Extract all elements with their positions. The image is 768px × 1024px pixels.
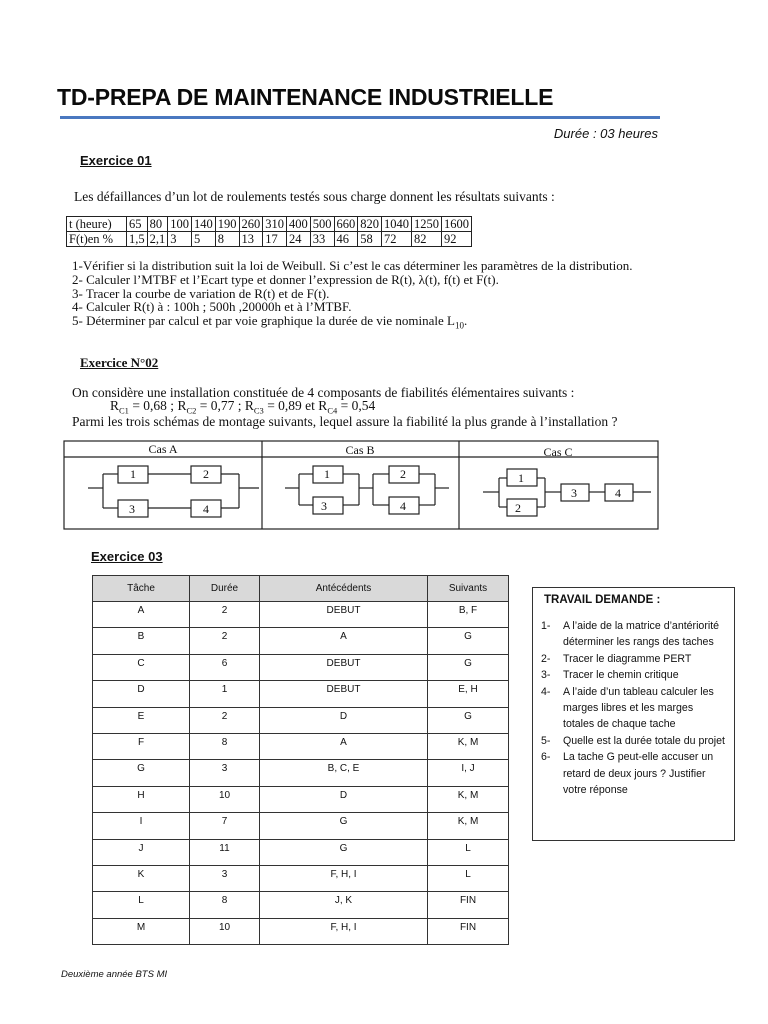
- case-c-label: Cas C: [543, 445, 573, 459]
- component-block: [507, 499, 537, 516]
- work-item-number: 6-: [541, 751, 551, 764]
- predecessors-cell: DEBUT: [260, 602, 428, 628]
- table-row: [93, 654, 509, 680]
- predecessors-cell: F, H, I: [260, 865, 428, 891]
- duration-cell: 8: [190, 733, 260, 759]
- failure-cell: 8: [215, 232, 239, 247]
- table-row: [93, 760, 509, 786]
- component-label: 1: [324, 467, 330, 481]
- work-item-number: 3-: [541, 669, 551, 682]
- time-cell: 80: [147, 217, 168, 232]
- duration-label: Durée : 03 heures: [553, 126, 658, 141]
- failure-cell: 17: [263, 232, 287, 247]
- reliability-symbol: R: [177, 398, 187, 413]
- failure-cell: 33: [310, 232, 334, 247]
- component-label: 2: [400, 467, 406, 481]
- duration-cell: 7: [190, 813, 260, 839]
- task-cell: G: [93, 760, 190, 786]
- exercise1-question-3: 3- Tracer la courbe de variation de R(t) et de F(t).: [72, 285, 330, 301]
- predecessors-cell: B, C, E: [260, 760, 428, 786]
- failure-cell: 92: [442, 232, 472, 247]
- component-label: 1: [130, 467, 136, 481]
- time-cell: 310: [263, 217, 287, 232]
- component-label: 1: [518, 471, 524, 485]
- time-cell: 820: [358, 217, 382, 232]
- duration-cell: 10: [190, 918, 260, 944]
- reliability-value: = 0,77 ;: [196, 398, 245, 413]
- task-cell: I: [93, 813, 190, 839]
- exercise1-question-1: 1-Vérifier si la distribution suit la loi de Weibull. Si c’est le cas déterminer les paramètres de la distribution.: [72, 258, 633, 273]
- reliability-value: = 0,68 ;: [128, 398, 178, 413]
- failure-cell: 13: [239, 232, 263, 247]
- time-cell: 1040: [382, 217, 412, 232]
- work-required-title: TRAVAIL DEMANDE :: [544, 594, 661, 606]
- failure-cell: 46: [334, 232, 358, 247]
- time-row-label: t (heure): [67, 217, 127, 232]
- question-5-subscript: 10: [454, 320, 464, 331]
- failure-cell: 24: [287, 232, 311, 247]
- table-row: [93, 733, 509, 759]
- exercise1-question-5: [72, 314, 632, 333]
- work-item-text: Tracer le chemin critique: [563, 669, 679, 682]
- task-cell: K: [93, 865, 190, 891]
- work-item: [541, 733, 726, 749]
- component-label: 2: [203, 467, 209, 481]
- component-label: 4: [615, 486, 621, 500]
- failure-cell: 72: [382, 232, 412, 247]
- question-5-end: .: [463, 313, 468, 329]
- reliability-subscript: C1: [119, 405, 129, 416]
- component-label: 2: [515, 501, 521, 515]
- reliability-subscript: C4: [327, 405, 338, 416]
- work-item-number: 2-: [541, 652, 551, 665]
- predecessors-cell: G: [260, 813, 428, 839]
- exercise2-question: Parmi les trois schémas de montage suivants, lequel assure la fiabilité la plus grande à l’installation ?: [72, 414, 618, 429]
- work-item: [541, 749, 726, 798]
- task-cell: F: [93, 733, 190, 759]
- page-title: TD-PREPA DE MAINTENANCE INDUSTRIELLE: [57, 84, 554, 110]
- column-header: Antécédents: [260, 576, 428, 602]
- failure-row-label: F(t)en %: [67, 232, 127, 247]
- successors-cell: L: [428, 865, 509, 891]
- task-cell: H: [93, 786, 190, 812]
- duration-cell: 2: [190, 707, 260, 733]
- work-item-number: 1-: [541, 620, 551, 632]
- work-item-number: 4-: [541, 685, 551, 698]
- successors-cell: I, J: [428, 760, 509, 786]
- failure-cell: 58: [358, 232, 382, 247]
- task-cell: L: [93, 892, 190, 918]
- predecessors-cell: F, H, I: [260, 918, 428, 944]
- time-cell: 140: [192, 217, 216, 232]
- successors-cell: G: [428, 628, 509, 654]
- duration-cell: 8: [190, 892, 260, 918]
- predecessors-cell: A: [260, 628, 428, 654]
- table-row: [93, 707, 509, 733]
- failure-row: [67, 232, 472, 247]
- case-b-diagram: [285, 466, 449, 514]
- table-row: [93, 865, 509, 891]
- task-cell: J: [93, 839, 190, 865]
- title-underline: [60, 116, 660, 119]
- successors-cell: L: [428, 839, 509, 865]
- table-row: [93, 839, 509, 865]
- reliability-value: = 0,89 et: [263, 398, 319, 413]
- task-cell: E: [93, 707, 190, 733]
- time-cell: 1250: [412, 217, 442, 232]
- time-cell: 190: [215, 217, 239, 232]
- predecessors-cell: DEBUT: [260, 654, 428, 680]
- successors-cell: FIN: [428, 892, 509, 918]
- task-cell: B: [93, 628, 190, 654]
- work-item: [541, 651, 726, 667]
- time-cell: 1600: [442, 217, 472, 232]
- work-item: [541, 667, 726, 683]
- exercise1-intro: Les défaillances d’un lot de roulements testés sous charge donnent les résultats suivants :: [74, 189, 555, 204]
- work-item-text: A l’aide d’un tableau calculer les marges libres et les marges totales de chaque tache: [563, 685, 714, 731]
- successors-cell: K, M: [428, 813, 509, 839]
- case-c-diagram: [483, 469, 651, 516]
- failure-data-table: [66, 216, 472, 247]
- reliability-symbol: R: [318, 398, 328, 413]
- failure-cell: 1,5: [127, 232, 148, 247]
- failure-cell: 2,1: [147, 232, 168, 247]
- duration-cell: 6: [190, 654, 260, 680]
- time-cell: 400: [287, 217, 311, 232]
- column-header: Durée: [190, 576, 260, 602]
- table-row: [93, 786, 509, 812]
- work-item-text: La tache G peut-elle accuser un retard de deux jours ? Justifier votre réponse: [563, 751, 714, 797]
- time-cell: 500: [310, 217, 334, 232]
- successors-cell: E, H: [428, 681, 509, 707]
- predecessors-cell: J, K: [260, 892, 428, 918]
- table-row: [93, 628, 509, 654]
- exercise1-questions: [72, 259, 632, 334]
- time-cell: 65: [127, 217, 148, 232]
- exercise1-question-4: 4- Calculer R(t) à : 100h ; 500h ,20000h et à l’MTBF.: [72, 299, 352, 315]
- component-label: 3: [571, 486, 577, 500]
- column-header: Suivants: [428, 576, 509, 602]
- work-item-text: A l’aide de la matrice d’antériorité déterminer les rangs des taches: [563, 620, 720, 649]
- duration-cell: 1: [190, 681, 260, 707]
- case-a-diagram: [88, 466, 259, 517]
- task-cell: A: [93, 602, 190, 628]
- table-row: [93, 602, 509, 628]
- work-required-list: [541, 618, 726, 798]
- reliability-schemas: [63, 440, 659, 530]
- exercise2-intro: On considère une installation constituée de 4 composants de fiabilités élémentaires suivants :: [72, 385, 575, 400]
- work-item-text: Quelle est la durée totale du projet: [563, 734, 725, 747]
- task-table: [92, 575, 509, 945]
- task-cell: M: [93, 918, 190, 944]
- time-cell: 100: [168, 217, 192, 232]
- time-row: [67, 217, 472, 232]
- duration-cell: 3: [190, 865, 260, 891]
- task-table-header: [93, 576, 509, 602]
- case-b-label: Cas B: [345, 443, 375, 457]
- failure-cell: 5: [192, 232, 216, 247]
- successors-cell: K, M: [428, 786, 509, 812]
- successors-cell: FIN: [428, 918, 509, 944]
- reliability-value: = 0,54: [337, 398, 376, 413]
- table-row: [93, 813, 509, 839]
- successors-cell: B, F: [428, 602, 509, 628]
- component-block: [313, 497, 343, 514]
- reliability-symbol: R: [110, 398, 120, 413]
- failure-cell: 3: [168, 232, 192, 247]
- successors-cell: G: [428, 654, 509, 680]
- component-label: 4: [400, 499, 406, 513]
- reliability-symbol: R: [244, 398, 254, 413]
- table-row: [93, 892, 509, 918]
- work-required-box: [532, 587, 735, 841]
- exercise3-heading: Exercice 03: [91, 549, 163, 564]
- task-cell: C: [93, 654, 190, 680]
- component-label: 3: [321, 499, 327, 513]
- reliability-subscript: C2: [186, 405, 197, 416]
- exercise1-question-2: 2- Calculer l’MTBF et l’Ecart type et donner l’expression de R(t), λ(t), f(t) et F(t).: [72, 271, 499, 287]
- exercise1-heading: Exercice 01: [80, 153, 152, 168]
- exercise2-heading: Exercice N°02: [80, 355, 159, 370]
- time-cell: 260: [239, 217, 263, 232]
- case-a-label: Cas A: [148, 442, 178, 456]
- table-row: [93, 918, 509, 944]
- predecessors-cell: G: [260, 839, 428, 865]
- work-item: [541, 618, 726, 651]
- predecessors-cell: D: [260, 786, 428, 812]
- duration-cell: 11: [190, 839, 260, 865]
- column-header: Tâche: [93, 576, 190, 602]
- predecessors-cell: A: [260, 733, 428, 759]
- time-cell: 660: [334, 217, 358, 232]
- predecessors-cell: DEBUT: [260, 681, 428, 707]
- component-label: 3: [129, 502, 135, 516]
- footer-note: Deuxième année BTS MI: [61, 969, 168, 980]
- work-item: [541, 684, 726, 733]
- work-item-text: Tracer le diagramme PERT: [563, 652, 692, 665]
- table-row: [93, 681, 509, 707]
- failure-cell: 82: [412, 232, 442, 247]
- successors-cell: G: [428, 707, 509, 733]
- reliability-subscript: C3: [253, 405, 264, 416]
- component-label: 4: [203, 502, 209, 516]
- task-cell: D: [93, 681, 190, 707]
- work-item-number: 5-: [541, 734, 551, 747]
- predecessors-cell: D: [260, 707, 428, 733]
- duration-cell: 3: [190, 760, 260, 786]
- question-5-text: 5- Déterminer par calcul et par voie graphique la durée de vie nominale L: [72, 313, 455, 329]
- successors-cell: K, M: [428, 733, 509, 759]
- duration-cell: 10: [190, 786, 260, 812]
- duration-cell: 2: [190, 628, 260, 654]
- duration-cell: 2: [190, 602, 260, 628]
